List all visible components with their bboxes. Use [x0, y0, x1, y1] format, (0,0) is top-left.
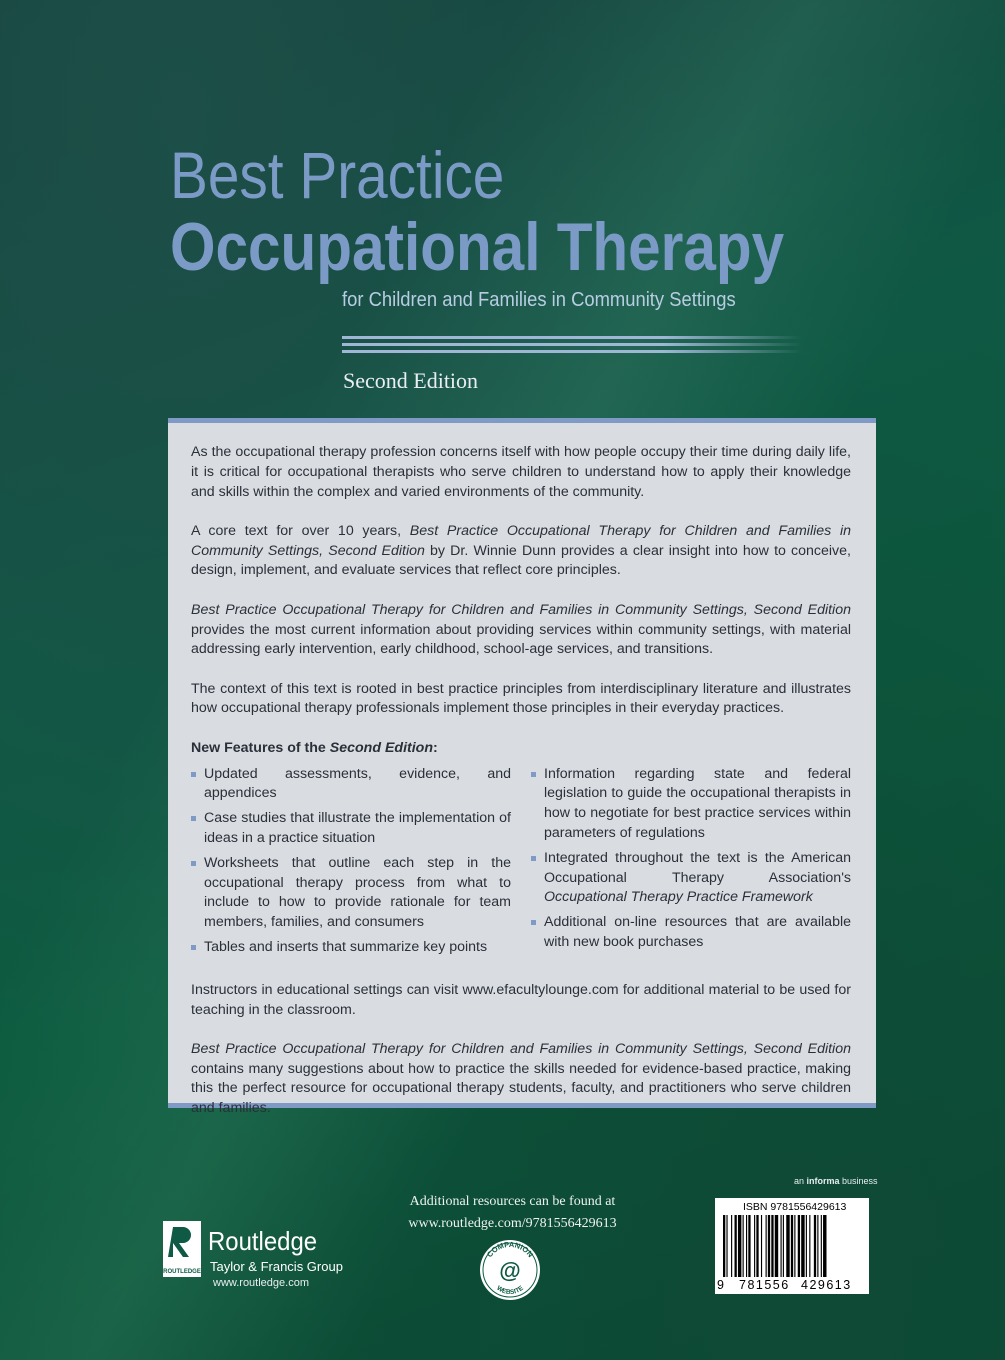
barcode-bar: [766, 1215, 767, 1277]
decorative-rules: [342, 336, 802, 357]
routledge-logo-icon: [163, 1221, 201, 1277]
barcode-bar: [775, 1215, 778, 1277]
features-columns: [191, 765, 851, 963]
barcode-bar: [746, 1215, 747, 1277]
paragraph-conclusion: Best Practice Occupational Therapy for Children and Families in Community Settings, Second Edition contains many suggestions about how to practice the skills needed for evidence-based practice, making this the perfect resource for occupational therapy students, faculty, and practitioners who serve children and families.: [191, 1040, 851, 1117]
publisher-url: www.routledge.com: [213, 1277, 309, 1289]
isbn-label: ISBN 9781556429613: [743, 1201, 847, 1213]
svg-text:ROUTLEDGE: ROUTLEDGE: [163, 1269, 201, 1275]
paragraph-core-text: A core text for over 10 years, Best Practice Occupational Therapy for Children and Families in Community Settings, Second Edition by Dr. Winnie Dunn provides a clear insight into how to conceive, design, implement, and evaluate services that reflect core principles.: [191, 522, 852, 579]
svg-text:COMPANION: COMPANION: [484, 1239, 536, 1259]
resources-line1: Additional resources can be found at: [409, 1194, 616, 1209]
barcode-bar: [809, 1215, 810, 1277]
barcode-bar: [756, 1215, 758, 1277]
barcode-bar: [731, 1215, 732, 1277]
feature-item: Information regarding state and federal legislation to guide the occupational therapists in how to negotiate for best practice services within parameters of regulations: [531, 765, 851, 844]
barcode-bar: [754, 1215, 755, 1277]
barcode-bar: [791, 1215, 793, 1277]
barcode-bar: [786, 1215, 789, 1277]
resources-url: www.routledge.com/9781556429613: [408, 1216, 617, 1231]
barcode-bar: [748, 1215, 750, 1277]
informa-business-tag: an informa business: [794, 1176, 878, 1186]
barcode-bar: [723, 1215, 725, 1277]
feature-item: Updated assessments, evidence, and appendices: [191, 765, 511, 805]
feature-item: Worksheets that outline each step in the occupational therapy process from what to include to how to provide rationale for team members, families, and consumers: [191, 854, 511, 933]
edition-label: Second Edition: [343, 368, 479, 393]
additional-resources: [395, 1191, 630, 1235]
barcode-bar: [794, 1215, 795, 1277]
barcode-bar: [801, 1215, 804, 1277]
cover-title-line2: Occupational Therapy: [170, 209, 785, 285]
isbn-barcode: ISBN 9781556429613 9 781556 429613: [715, 1198, 869, 1294]
feature-item: Integrated throughout the text is the American Occupational Therapy Association's Occupational Therapy Practice Framework: [531, 849, 851, 908]
paragraph-context: The context of this text is rooted in best practice principles from interdisciplinary literature and illustrates how occupational therapy professionals implement those principles in their everyday practices.: [191, 680, 851, 717]
paragraph-intro: As the occupational therapy profession concerns itself with how people occupy their time during daily life, it is critical for occupational therapists who serve children to understand how to apply their knowledge and skills within the complex and varied environments of the community.: [191, 444, 851, 500]
paragraph-instructors: Instructors in educational settings can visit www.efacultylounge.com for additional material to be used for teaching in the classroom.: [191, 981, 851, 1018]
cover-title-line1: Best Practice: [170, 138, 505, 212]
publisher-group: Taylor & Francis Group: [210, 1259, 343, 1274]
companion-website-icon: [478, 1238, 542, 1302]
svg-text:@: @: [499, 1258, 521, 1283]
barcode-bar: [738, 1215, 741, 1277]
features-left-column: [191, 765, 511, 963]
barcode-bar: [735, 1215, 737, 1277]
feature-item: Case studies that illustrate the implementation of ideas in a practice situation: [191, 809, 511, 849]
barcode-bar: [783, 1215, 784, 1277]
barcode-bar: [806, 1215, 807, 1277]
publisher-name: Routledge: [208, 1226, 318, 1256]
barcode-bar: [771, 1215, 773, 1277]
paragraph-current-info: Best Practice Occupational Therapy for Children and Families in Community Settings, Second Edition provides the most current information about providing services within community settings, with material addressing early intervention, early childhood, school-age services, and transitions.: [191, 601, 851, 658]
barcode-bar: [781, 1215, 782, 1277]
barcode-bar: [798, 1215, 800, 1277]
barcode-bar: [823, 1215, 826, 1277]
barcode-bar: [761, 1215, 762, 1277]
barcode-bar: [743, 1215, 744, 1277]
cover-subtitle: for Children and Families in Community Settings: [342, 289, 736, 311]
barcode-bars: [723, 1215, 863, 1277]
feature-item: Additional on-line resources that are available with new book purchases: [531, 913, 851, 953]
features-right-column: [531, 765, 851, 963]
feature-item: Tables and inserts that summarize key points: [191, 938, 511, 958]
barcode-bar: [768, 1215, 770, 1277]
barcode-bar: [817, 1215, 818, 1277]
barcode-bar: [814, 1215, 816, 1277]
barcode-bar: [726, 1215, 727, 1277]
svg-text:WEBSITE: WEBSITE: [495, 1284, 525, 1297]
features-heading: New Features of the Second Edition:: [191, 739, 438, 756]
barcode-bar: [821, 1215, 822, 1277]
description-panel: [168, 418, 876, 1117]
